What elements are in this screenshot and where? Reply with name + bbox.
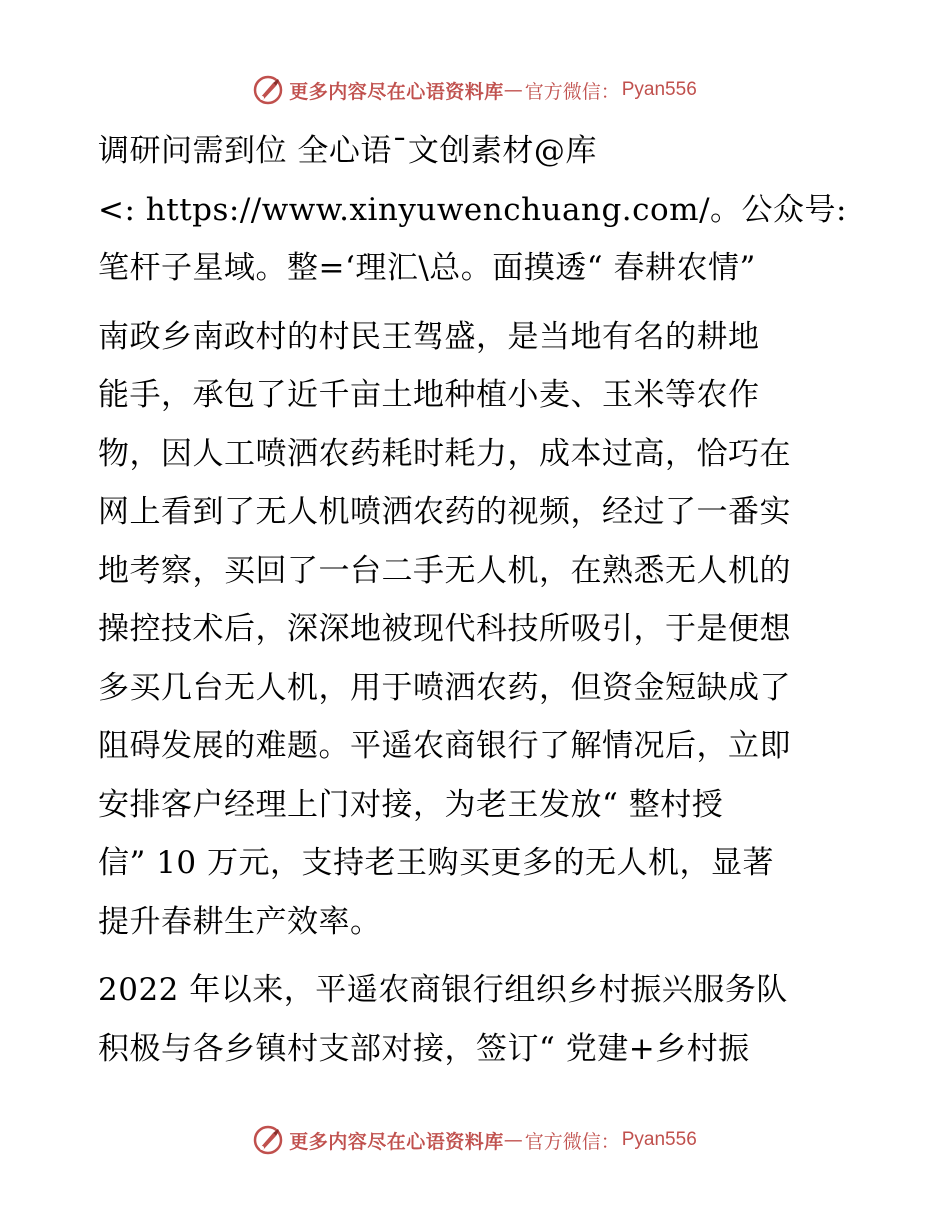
paragraph-line: 物，因人工喷洒农药耗时耗力，成本过高，恰巧在: [98, 435, 791, 472]
paragraph-line: 能手，承包了近千亩土地种植小麦、玉米等农作: [98, 377, 760, 413]
watermark-brand: 更多内容尽在心语资料库: [289, 80, 504, 103]
header-line-url: <: https://www.xinyuwenchuang.com/。公众号:: [98, 191, 847, 228]
header-line: 笔杆子星域。整=‘理汇\总。面摸透“ 春耕农情”: [98, 250, 756, 286]
paragraph-line: 积极与各乡镇村支部对接，签订“ 党建+乡村振: [98, 1030, 750, 1067]
watermark-label: 官方微信：: [524, 1130, 620, 1153]
paragraph-line: 阻碍发展的难题。平遥农商银行了解情况后，立即: [98, 728, 791, 764]
paragraph-line: 多买几台无人机，用于喷洒农药，但资金短缺成了: [98, 669, 791, 706]
paragraph-2: [98, 961, 850, 1078]
watermark-footer: [0, 1120, 950, 1160]
paragraph-1: [98, 308, 850, 952]
watermark-wechat-id: Pyan556: [621, 1129, 697, 1150]
paragraph-line: 信” 10 万元，支持老王购买更多的无人机，显著: [98, 845, 775, 881]
header-line: 调研问需到位 全心语¯文创素材@库: [98, 133, 597, 169]
watermark-wechat-id: Pyan556: [621, 79, 697, 100]
paragraph-line: 安排客户经理上门对接，为老王发放“ 整村授: [98, 786, 724, 823]
paragraph-line: 提升春耕生产效率。: [98, 903, 382, 940]
document-body: [98, 122, 850, 1078]
quill-pen-logo-icon: [253, 75, 283, 105]
paragraph-line: 操控技术后，深深地被现代科技所吸引，于是便想: [98, 611, 791, 647]
header-block: [98, 122, 850, 298]
watermark-brand: 更多内容尽在心语资料库: [289, 1130, 504, 1153]
paragraph-line: 2022 年以来，平遥农商银行组织乡村振兴服务队: [98, 972, 788, 1008]
watermark-label: 官方微信：: [524, 80, 620, 103]
watermark-header: [0, 70, 950, 110]
paragraph-line: 南政乡南政村的村民王驾盛，是当地有名的耕地: [98, 318, 760, 355]
quill-pen-logo-icon: [253, 1125, 283, 1155]
paragraph-line: 地考察，买回了一台二手无人机，在熟悉无人机的: [98, 552, 791, 589]
watermark-dash: —: [503, 79, 523, 101]
watermark-dash: —: [503, 1129, 523, 1151]
paragraph-line: 网上看到了无人机喷洒农药的视频，经过了一番实: [98, 494, 791, 530]
